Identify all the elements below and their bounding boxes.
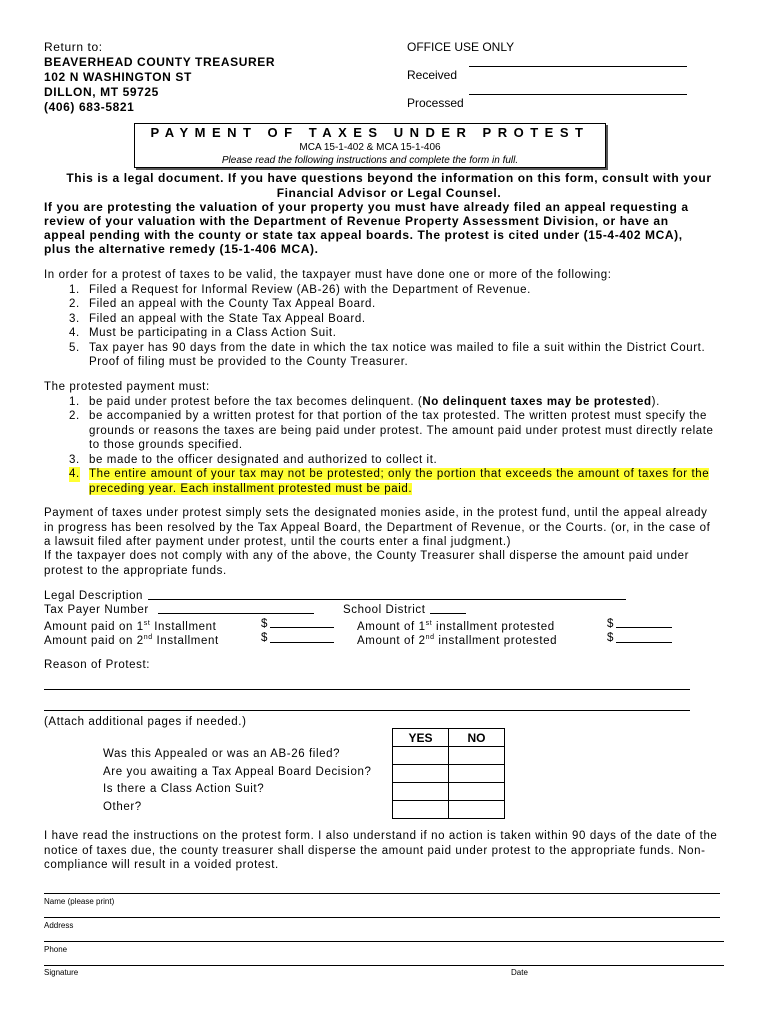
list-item: [44, 297, 734, 312]
reason-label: Reason of Protest:: [44, 659, 151, 671]
payment-rules-list: [44, 395, 716, 497]
payment-rules-intro: The protested payment must:: [44, 381, 210, 393]
title-box: [134, 123, 606, 168]
received-field[interactable]: [469, 66, 687, 67]
valuation-line4: plus the alternative remedy (15-1-406 MCA).: [44, 242, 319, 256]
item-text: be made to the officer designated and authorized to collect it.: [89, 453, 438, 466]
signature-label: Signature: [44, 968, 79, 977]
form-instruction: Please read the following instructions and complete the form in full.: [221, 155, 519, 166]
legal-notice: [44, 171, 734, 201]
taxpayer-number-field[interactable]: [158, 613, 314, 614]
item-text: Filed an appeal with the County Tax Appeal Board.: [89, 298, 376, 310]
list-item: [44, 409, 716, 453]
amount-2-field[interactable]: [270, 642, 334, 643]
reason-line-1[interactable]: [44, 689, 690, 690]
reason-line-2[interactable]: [44, 710, 690, 711]
question-class-action: Is there a Class Action Suit?: [103, 783, 265, 795]
list-item: [44, 453, 716, 468]
phone-label: Phone: [44, 945, 68, 954]
item-number: 2.: [69, 298, 80, 310]
no-cell-appealed[interactable]: [449, 747, 505, 765]
protested-2-label: Amount of 2nd installment protested: [357, 634, 558, 647]
no-cell-other[interactable]: [449, 801, 505, 819]
payment-rules-section: [44, 380, 716, 496]
protested-1-dollar: $: [607, 618, 614, 630]
amount-1-dollar: $: [261, 618, 268, 630]
date-label: Date: [511, 968, 528, 977]
requirements-list: [44, 283, 734, 370]
return-address-block: [44, 40, 275, 115]
legal-description-field[interactable]: [148, 599, 626, 600]
processed-label: Processed: [407, 96, 464, 110]
item-number: 1.: [69, 395, 80, 408]
amount-1-label: Amount paid on 1st Installment: [44, 620, 217, 633]
item-number: 4.: [69, 468, 80, 480]
processed-field[interactable]: [469, 94, 687, 95]
address-label: Address: [44, 921, 74, 930]
protested-2-field[interactable]: [616, 642, 672, 643]
protested-2-dollar: $: [607, 632, 614, 644]
received-label: Received: [407, 68, 458, 82]
yes-cell-appealed[interactable]: [393, 747, 449, 765]
item-text: Filed a Request for Informal Review (AB-26) with the Department of Revenue.: [89, 283, 531, 296]
item-text: Filed an appeal with the State Tax Appeal Board.: [89, 312, 366, 325]
no-cell-awaiting[interactable]: [449, 765, 505, 783]
list-item: [44, 283, 734, 298]
office-use-title: OFFICE USE ONLY: [407, 40, 515, 54]
item-emphasis: No delinquent taxes may be protested: [422, 395, 652, 408]
attach-note: (Attach additional pages if needed.): [44, 716, 247, 728]
item-number: 3.: [69, 312, 80, 325]
return-phone: (406) 683-5821: [44, 100, 135, 114]
item-number: 3.: [69, 453, 80, 466]
yes-header: YES: [393, 729, 449, 747]
phone-line[interactable]: [44, 941, 724, 942]
protested-1-field[interactable]: [616, 627, 672, 628]
item-text: be paid under protest before the tax becomes delinquent. (: [89, 395, 423, 408]
signature-line[interactable]: [44, 965, 724, 966]
amount-2-dollar: $: [261, 632, 268, 644]
item-text-end: ).: [651, 395, 660, 408]
protest-fund-paragraph: Payment of taxes under protest simply sets the designated monies aside, in the protest fund, until the appeal already in progress has been resolved by the Tax Appeal Board, the Department of Revenue, or the Courts. (or, in the case of a lawsuit filed after payment under protest, until the courts enter a final judgment.): [44, 507, 711, 548]
list-item-highlighted: [44, 467, 716, 496]
taxpayer-number-label: Tax Payer Number: [44, 604, 149, 616]
return-street: 102 N WASHINGTON ST: [44, 70, 192, 84]
yes-cell-class-action[interactable]: [393, 783, 449, 801]
question-other: Other?: [103, 800, 142, 813]
school-district-field[interactable]: [430, 613, 466, 614]
item-number: 4.: [69, 327, 80, 339]
valuation-line3: appeal pending with the county or state tax appeal boards. The protest is cited under (15-4-402 MCA),: [44, 228, 683, 242]
no-header: NO: [449, 729, 505, 747]
list-item: [44, 341, 734, 370]
certification-paragraph: I have read the instructions on the protest form. I also understand if no action is taken within 90 days of the date of the notice of taxes due, the county treasurer shall disperse the amount paid under protest to the appropriate funds. Non-compliance will result in a voided protest.: [44, 830, 718, 871]
item-text: Tax payer has 90 days from the date in which the tax notice was mailed to file a suit within the District Court. Proof of filing must be provided to the County Treasurer.: [89, 341, 706, 368]
question-awaiting: Are you awaiting a Tax Appeal Board Decision?: [103, 765, 372, 778]
item-number: 1.: [69, 283, 80, 296]
list-item: [44, 326, 734, 341]
noncompliance-paragraph: If the taxpayer does not comply with any of the above, the County Treasurer shall disperse the amount paid under protest to the appropriate funds.: [44, 550, 690, 577]
protested-1-label: Amount of 1st installment protested: [357, 620, 555, 633]
list-item: [44, 312, 734, 327]
school-district-label: School District: [343, 604, 426, 616]
list-item: [44, 395, 716, 410]
question-appealed: Was this Appealed or was an AB-26 filed?: [103, 748, 341, 760]
item-number: 5.: [69, 341, 80, 354]
legal-notice-line1: This is a legal document. If you have questions beyond the information on this form, consult with your: [66, 171, 712, 185]
no-cell-class-action[interactable]: [449, 783, 505, 801]
questions-list: [103, 746, 371, 816]
statute-reference: MCA 15-1-402 & MCA 15-1-406: [299, 142, 441, 153]
item-number: 2.: [69, 410, 80, 422]
return-city: DILLON, MT 59725: [44, 85, 159, 99]
amount-2-label: Amount paid on 2nd Installment: [44, 634, 219, 647]
amount-1-field[interactable]: [270, 627, 334, 628]
legal-notice-line2: Financial Advisor or Legal Counsel.: [276, 186, 502, 200]
name-label: Name (please print): [44, 897, 115, 906]
item-text: The entire amount of your tax may not be protested; only the portion that exceeds the amount of taxes for the preceding year. Each installment protested must be paid.: [89, 468, 710, 495]
valuation-notice: [44, 200, 744, 256]
requirements-intro: In order for a protest of taxes to be valid, the taxpayer must have done one or more of the following:: [44, 269, 612, 281]
name-line[interactable]: [44, 893, 720, 894]
yes-no-table: [392, 728, 505, 819]
yes-cell-awaiting[interactable]: [393, 765, 449, 783]
item-text: Must be participating in a Class Action Suit.: [89, 327, 337, 339]
yes-cell-other[interactable]: [393, 801, 449, 819]
form-title: PAYMENT OF TAXES UNDER PROTEST: [150, 125, 590, 140]
item-text: be accompanied by a written protest for that portion of the tax protested. The written protest must specify the grounds or reasons the taxes are being paid under protest. The amount paid under protest must directly relate to those grounds specified.: [89, 410, 714, 451]
return-label: Return to:: [44, 40, 103, 54]
valuation-line1: If you are protesting the valuation of your property you must have already filed an appeal requesting a: [44, 200, 689, 214]
legal-description-label: Legal Description: [44, 590, 144, 602]
requirements-section: [44, 268, 734, 370]
return-org: BEAVERHEAD COUNTY TREASURER: [44, 55, 276, 69]
valuation-line2: review of your valuation with the Department of Revenue Property Assessment Division, or have an: [44, 214, 669, 228]
address-line[interactable]: [44, 917, 720, 918]
